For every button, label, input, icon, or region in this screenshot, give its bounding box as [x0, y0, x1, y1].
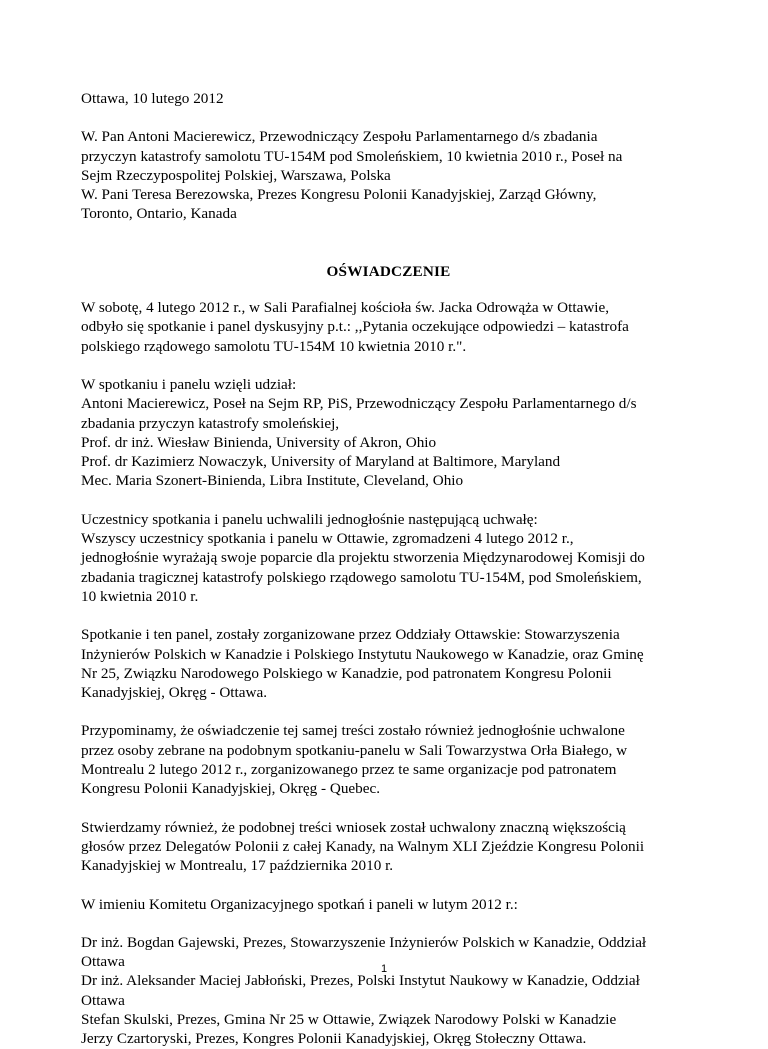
paragraph-line: zbadania tragicznej katastrofy polskiego rządowego samolotu TU-154M, pod Smoleńskiem,	[81, 568, 642, 586]
signatory-line: Ottawa	[81, 991, 125, 1009]
recipient-line: W. Pani Teresa Berezowska, Prezes Kongresu Polonii Kanadyjskiej, Zarząd Główny,	[81, 186, 597, 204]
paragraph-line: Inżynierów Polskich w Kanadzie i Polskiego Instytutu Naukowego w Kanadzie, oraz Gminę	[81, 645, 644, 663]
paragraph-line: Stwierdzamy również, że podobnej treści wniosek został uchwalony znaczną większością	[81, 818, 626, 836]
signatory-line: Dr inż. Bogdan Gajewski, Prezes, Stowarzyszenie Inżynierów Polskich w Kanadzie, Oddział	[81, 933, 647, 951]
recipient-line: Toronto, Ontario, Kanada	[81, 205, 237, 223]
paragraph-line: Spotkanie i ten panel, zostały zorganizowane przez Oddziały Ottawskie: Stowarzyszenia	[81, 626, 620, 644]
paragraph-line: Kongresu Polonii Kanadyjskiej, Okręg - Quebec.	[81, 780, 381, 798]
document-title: OŚWIADCZENIE	[326, 262, 451, 280]
paragraph-line: jednogłośnie wyrażają swoje poparcie dla projektu stworzenia Międzynarodowej Komisji do	[81, 549, 645, 567]
participant-line: Mec. Maria Szonert-Binienda, Libra Institute, Cleveland, Ohio	[81, 472, 464, 490]
signatory-line: Jerzy Czartoryski, Prezes, Kongres Polonii Kanadyjskiej, Okręg Stołeczny Ottawa.	[81, 1030, 587, 1048]
paragraph-line: Kanadyjskiej w Montrealu, 17 października 2010 r.	[81, 857, 394, 875]
participant-line: Prof. dr inż. Wiesław Binienda, University of Akron, Ohio	[81, 433, 437, 451]
paragraph-line: 10 kwietnia 2010 r.	[81, 587, 199, 605]
paragraph-line: Przypominamy, że oświadczenie tej samej treści zostało również jednogłośnie uchwalone	[81, 722, 625, 740]
date-line	[81, 89, 696, 108]
recipient-line: W. Pan Antoni Macierewicz, Przewodniczący Zespołu Parlamentarnego d/s zbadania	[81, 128, 598, 146]
paragraph-line: przez osoby zebrane na podobnym spotkaniu-panelu w Sali Towarzystwa Orła Białego, w	[81, 741, 628, 759]
montreal-paragraph	[81, 721, 696, 798]
signatory-line: Stefan Skulski, Prezes, Gmina Nr 25 w Ottawie, Związek Narodowy Polski w Kanadzie	[81, 1010, 617, 1028]
page-number: 1	[380, 963, 388, 975]
paragraph-line: Montrealu 2 lutego 2012 r., zorganizowanego przez te same organizacje pod patronatem	[81, 761, 617, 779]
paragraph-line: Nr 25, Związku Narodowego Polskiego w Kanadzie, pod patronatem Kongresu Polonii	[81, 664, 612, 682]
recipient-line: Sejm Rzeczypospolitej Polskiej, Warszawa, Polska	[81, 166, 391, 184]
congress-paragraph	[81, 818, 696, 876]
participant-line: Prof. dr Kazimierz Nowaczyk, University of Maryland at Baltimore, Maryland	[81, 453, 561, 471]
paragraph-line: polskiego rządowego samolotu TU-154M 10 kwietnia 2010 r.".	[81, 337, 467, 355]
recipients-block	[81, 127, 696, 223]
resolution-paragraph	[81, 510, 696, 606]
participant-line: Antoni Macierewicz, Poseł na Sejm RP, PiS, Przewodniczący Zespołu Parlamentarnego d/s	[81, 395, 637, 413]
paragraph-line: głosów przez Delegatów Polonii z całej Kanady, na Walnym XLI Zjeździe Kongresu Polonii	[81, 837, 645, 855]
intro-paragraph	[81, 298, 696, 356]
date-text: Ottawa, 10 lutego 2012	[81, 90, 224, 107]
paragraph-line: Kanadyjskiej, Okręg - Ottawa.	[81, 684, 267, 702]
paragraph-line: W spotkaniu i panelu wzięli udział:	[81, 375, 297, 393]
participant-line: zbadania przyczyn katastrofy smoleńskiej,	[81, 414, 340, 432]
participants-paragraph	[81, 375, 696, 491]
committee-intro	[81, 895, 696, 914]
document-body	[81, 89, 696, 1049]
paragraph-line: odbyło się spotkanie i panel dyskusyjny p.t.: ,,Pytania oczekujące odpowiedzi – katastrofa	[81, 318, 629, 336]
signatory-line: Ottawa	[81, 953, 125, 971]
paragraph-line: Wszyscy uczestnicy spotkania i panelu w Ottawie, zgromadzeni 4 lutego 2012 r.,	[81, 530, 574, 548]
recipient-line: przyczyn katastrofy samolotu TU-154M pod Smoleńskiem, 10 kwietnia 2010 r., Poseł na	[81, 147, 623, 165]
paragraph-line: W sobotę, 4 lutego 2012 r., w Sali Parafialnej kościoła św. Jacka Odrowąża w Ottawie,	[81, 299, 610, 317]
signatory-line: Dr inż. Aleksander Maciej Jabłoński, Prezes, Polski Instytut Naukowy w Kanadzie, Oddział	[81, 972, 640, 990]
paragraph-line: Uczestnicy spotkania i panelu uchwalili jednogłośnie następującą uchwałę:	[81, 510, 538, 528]
paragraph-line: W imieniu Komitetu Organizacyjnego spotkań i paneli w lutym 2012 r.:	[81, 895, 518, 913]
organizers-paragraph	[81, 625, 696, 702]
signatories-block	[81, 933, 696, 1049]
